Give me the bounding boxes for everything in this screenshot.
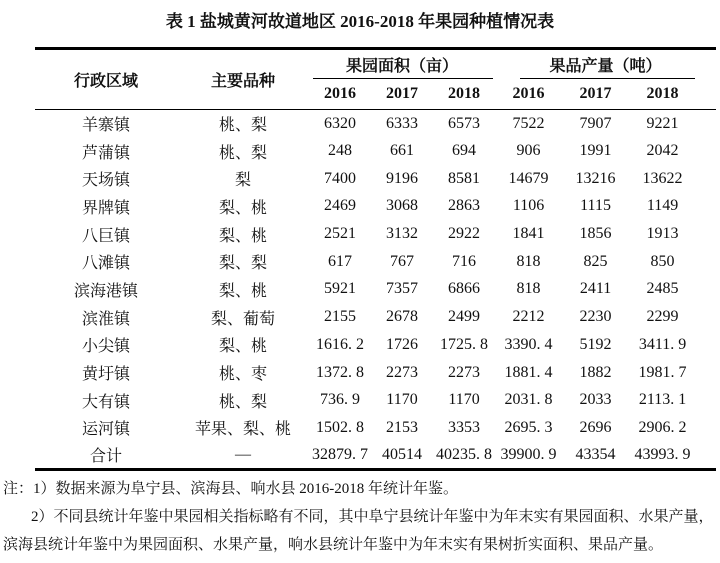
varieties-cell: 梨、梨 <box>218 255 267 273</box>
note-line-2: 2）不同县统计年鉴中果园相关指标略有不同，其中阜宁县统计年鉴中为年末实有果园面积、水果产量， <box>31 508 714 525</box>
header-yield-year-2018: 2018 <box>629 79 716 110</box>
table-row <box>35 331 716 359</box>
table-notes <box>0 475 720 559</box>
yield-2017-cell: 1856 <box>579 225 612 243</box>
varieties-cell: 梨、葡萄 <box>210 310 275 328</box>
area-2016-cell: 5921 <box>324 280 356 298</box>
area-2017-cell: 767 <box>390 252 414 270</box>
area-2018-cell: 2863 <box>448 197 481 215</box>
table-row <box>35 386 716 414</box>
yield-2018-cell: 9221 <box>646 114 679 132</box>
region-cell: 天场镇 <box>81 172 130 190</box>
area-2018-cell: 6866 <box>448 280 481 298</box>
header-area-year-2017: 2017 <box>371 79 433 110</box>
region-cell: 黄圩镇 <box>81 366 130 384</box>
yield-2017-cell: 2033 <box>579 391 612 409</box>
header-region: 行政区域 <box>35 49 177 110</box>
header-yield-year-2016: 2016 <box>495 79 562 110</box>
table-header <box>35 49 716 110</box>
area-2018-cell: 6573 <box>448 114 481 132</box>
yield-2017-cell: 1991 <box>579 142 612 160</box>
yield-2016-cell: 1841 <box>512 225 545 243</box>
area-2016-cell: 6320 <box>324 114 356 132</box>
yield-2018-cell: 1913 <box>646 225 679 243</box>
area-2016-cell: 736. 9 <box>320 391 360 409</box>
area-2017-cell: 2153 <box>386 418 418 436</box>
area-2016-cell: 617 <box>328 252 352 270</box>
varieties-cell: 梨、桃 <box>218 227 267 245</box>
area-2016-cell: 2521 <box>324 225 356 243</box>
region-cell: 滨海港镇 <box>73 282 138 300</box>
varieties-cell: 梨、桃 <box>218 338 267 356</box>
region-cell: 八滩镇 <box>81 255 130 273</box>
area-2017-cell: 1726 <box>386 335 418 353</box>
yield-2017-cell: 1115 <box>580 197 611 215</box>
yield-2017-cell: 2230 <box>579 308 612 326</box>
area-2017-cell: 9196 <box>386 169 418 187</box>
area-2017-cell: 1170 <box>386 391 418 409</box>
header-area-group: 果园面积（亩） <box>309 49 495 79</box>
yield-2018-cell: 43993. 9 <box>634 445 691 463</box>
yield-2017-cell: 7907 <box>579 114 612 132</box>
area-2018-cell: 2273 <box>448 363 481 381</box>
note-line-3: 滨海县统计年鉴中为果园面积、水果产量，响水县统计年鉴中为年末实有果树折实面积、果品产量。 <box>3 536 664 553</box>
header-area-year-2018: 2018 <box>433 79 495 110</box>
area-2017-cell: 3132 <box>386 225 418 243</box>
yield-2018-cell: 1149 <box>646 197 679 215</box>
varieties-cell: 桃、梨 <box>218 117 267 135</box>
table-row <box>35 276 716 304</box>
header-area-year-2016: 2016 <box>309 79 371 110</box>
area-2018-cell: 2499 <box>448 308 481 326</box>
yield-2018-cell: 850 <box>650 252 675 270</box>
yield-2018-cell: 2113. 1 <box>638 391 687 409</box>
area-2018-cell: 694 <box>452 142 477 160</box>
table-row <box>35 220 716 248</box>
table-row <box>35 165 716 193</box>
varieties-cell: — <box>235 445 251 463</box>
yield-2018-cell: 2299 <box>646 308 679 326</box>
table-row <box>35 110 716 138</box>
area-2017-cell: 40514 <box>382 445 422 463</box>
yield-2018-cell: 13622 <box>642 169 683 187</box>
area-2018-cell: 40235. 8 <box>436 445 493 463</box>
yield-2018-cell: 2906. 2 <box>638 418 687 436</box>
varieties-cell: 桃、梨 <box>218 393 267 411</box>
area-2017-cell: 3068 <box>386 197 418 215</box>
yield-2017-cell: 825 <box>583 252 608 270</box>
area-2016-cell: 2469 <box>324 197 356 215</box>
yield-2018-cell: 3411. 9 <box>638 335 687 353</box>
yield-2016-cell: 39900. 9 <box>500 445 557 463</box>
table-row <box>35 359 716 387</box>
area-2016-cell: 1616. 2 <box>316 335 364 353</box>
table-row <box>35 137 716 165</box>
area-2017-cell: 7357 <box>386 280 418 298</box>
table-row <box>35 193 716 221</box>
orchard-table <box>35 47 716 471</box>
area-2018-cell: 716 <box>452 252 477 270</box>
region-cell: 芦蒲镇 <box>81 144 130 162</box>
header-yield-year-2017: 2017 <box>562 79 629 110</box>
header-varieties: 主要品种 <box>177 49 309 110</box>
area-2017-cell: 661 <box>390 142 414 160</box>
yield-2016-cell: 1106 <box>512 197 545 215</box>
yield-2017-cell: 5192 <box>579 335 612 353</box>
region-cell: 滨淮镇 <box>81 310 130 328</box>
yield-2016-cell: 3390. 4 <box>504 335 553 353</box>
yield-2016-cell: 7522 <box>512 114 545 132</box>
varieties-cell: 桃、枣 <box>218 366 267 384</box>
region-cell: 合计 <box>89 448 122 466</box>
varieties-cell: 梨、桃 <box>218 199 267 217</box>
area-2018-cell: 1725. 8 <box>440 335 489 353</box>
yield-2016-cell: 14679 <box>508 169 549 187</box>
table-body <box>35 110 716 470</box>
yield-2018-cell: 1981. 7 <box>638 363 687 381</box>
header-yield-group: 果品产量（吨） <box>495 49 716 79</box>
area-2018-cell: 1170 <box>448 391 480 409</box>
yield-2016-cell: 1881. 4 <box>504 363 553 381</box>
area-2016-cell: 1372. 8 <box>316 363 364 381</box>
table-row <box>35 414 716 442</box>
yield-2016-cell: 2031. 8 <box>504 391 553 409</box>
area-2018-cell: 3353 <box>448 418 481 436</box>
varieties-cell: 苹果、梨、桃 <box>194 421 291 439</box>
yield-2017-cell: 1882 <box>579 363 612 381</box>
area-2016-cell: 2155 <box>324 308 356 326</box>
varieties-cell: 桃、梨 <box>218 144 267 162</box>
region-cell: 大有镇 <box>81 393 130 411</box>
yield-2016-cell: 818 <box>516 280 541 298</box>
table-row <box>35 248 716 276</box>
area-2017-cell: 6333 <box>386 114 418 132</box>
varieties-cell: 梨 <box>234 172 251 190</box>
table-title: 表 1 盐城黄河故道地区 2016-2018 年果园种植情况表 <box>165 12 555 31</box>
table-row <box>35 303 716 331</box>
total-row <box>35 442 716 470</box>
yield-2017-cell: 2696 <box>579 418 612 436</box>
area-2016-cell: 1502. 8 <box>316 418 364 436</box>
area-2018-cell: 8581 <box>448 169 481 187</box>
yield-2016-cell: 906 <box>516 142 541 160</box>
yield-2017-cell: 13216 <box>575 169 616 187</box>
region-cell: 小尖镇 <box>81 338 130 356</box>
yield-2018-cell: 2485 <box>646 280 679 298</box>
yield-2016-cell: 2695. 3 <box>504 418 553 436</box>
varieties-cell: 梨、桃 <box>218 282 267 300</box>
yield-2018-cell: 2042 <box>646 142 679 160</box>
area-2017-cell: 2678 <box>386 308 418 326</box>
area-2016-cell: 248 <box>328 142 352 160</box>
region-cell: 界牌镇 <box>81 199 130 217</box>
region-cell: 羊寨镇 <box>81 117 130 135</box>
yield-2017-cell: 2411 <box>579 280 612 298</box>
region-cell: 八巨镇 <box>81 227 130 245</box>
yield-2016-cell: 818 <box>516 252 541 270</box>
yield-2017-cell: 43354 <box>575 445 616 463</box>
area-2016-cell: 32879. 7 <box>312 445 368 463</box>
region-cell: 运河镇 <box>81 421 130 439</box>
area-2018-cell: 2922 <box>448 225 481 243</box>
header-group-row <box>35 49 716 79</box>
area-2017-cell: 2273 <box>386 363 418 381</box>
yield-2016-cell: 2212 <box>512 308 545 326</box>
area-2016-cell: 7400 <box>324 169 356 187</box>
note-line-1: 注：1）数据来源为阜宁县、滨海县、响水县 2016-2018 年统计年鉴。 <box>3 480 458 497</box>
